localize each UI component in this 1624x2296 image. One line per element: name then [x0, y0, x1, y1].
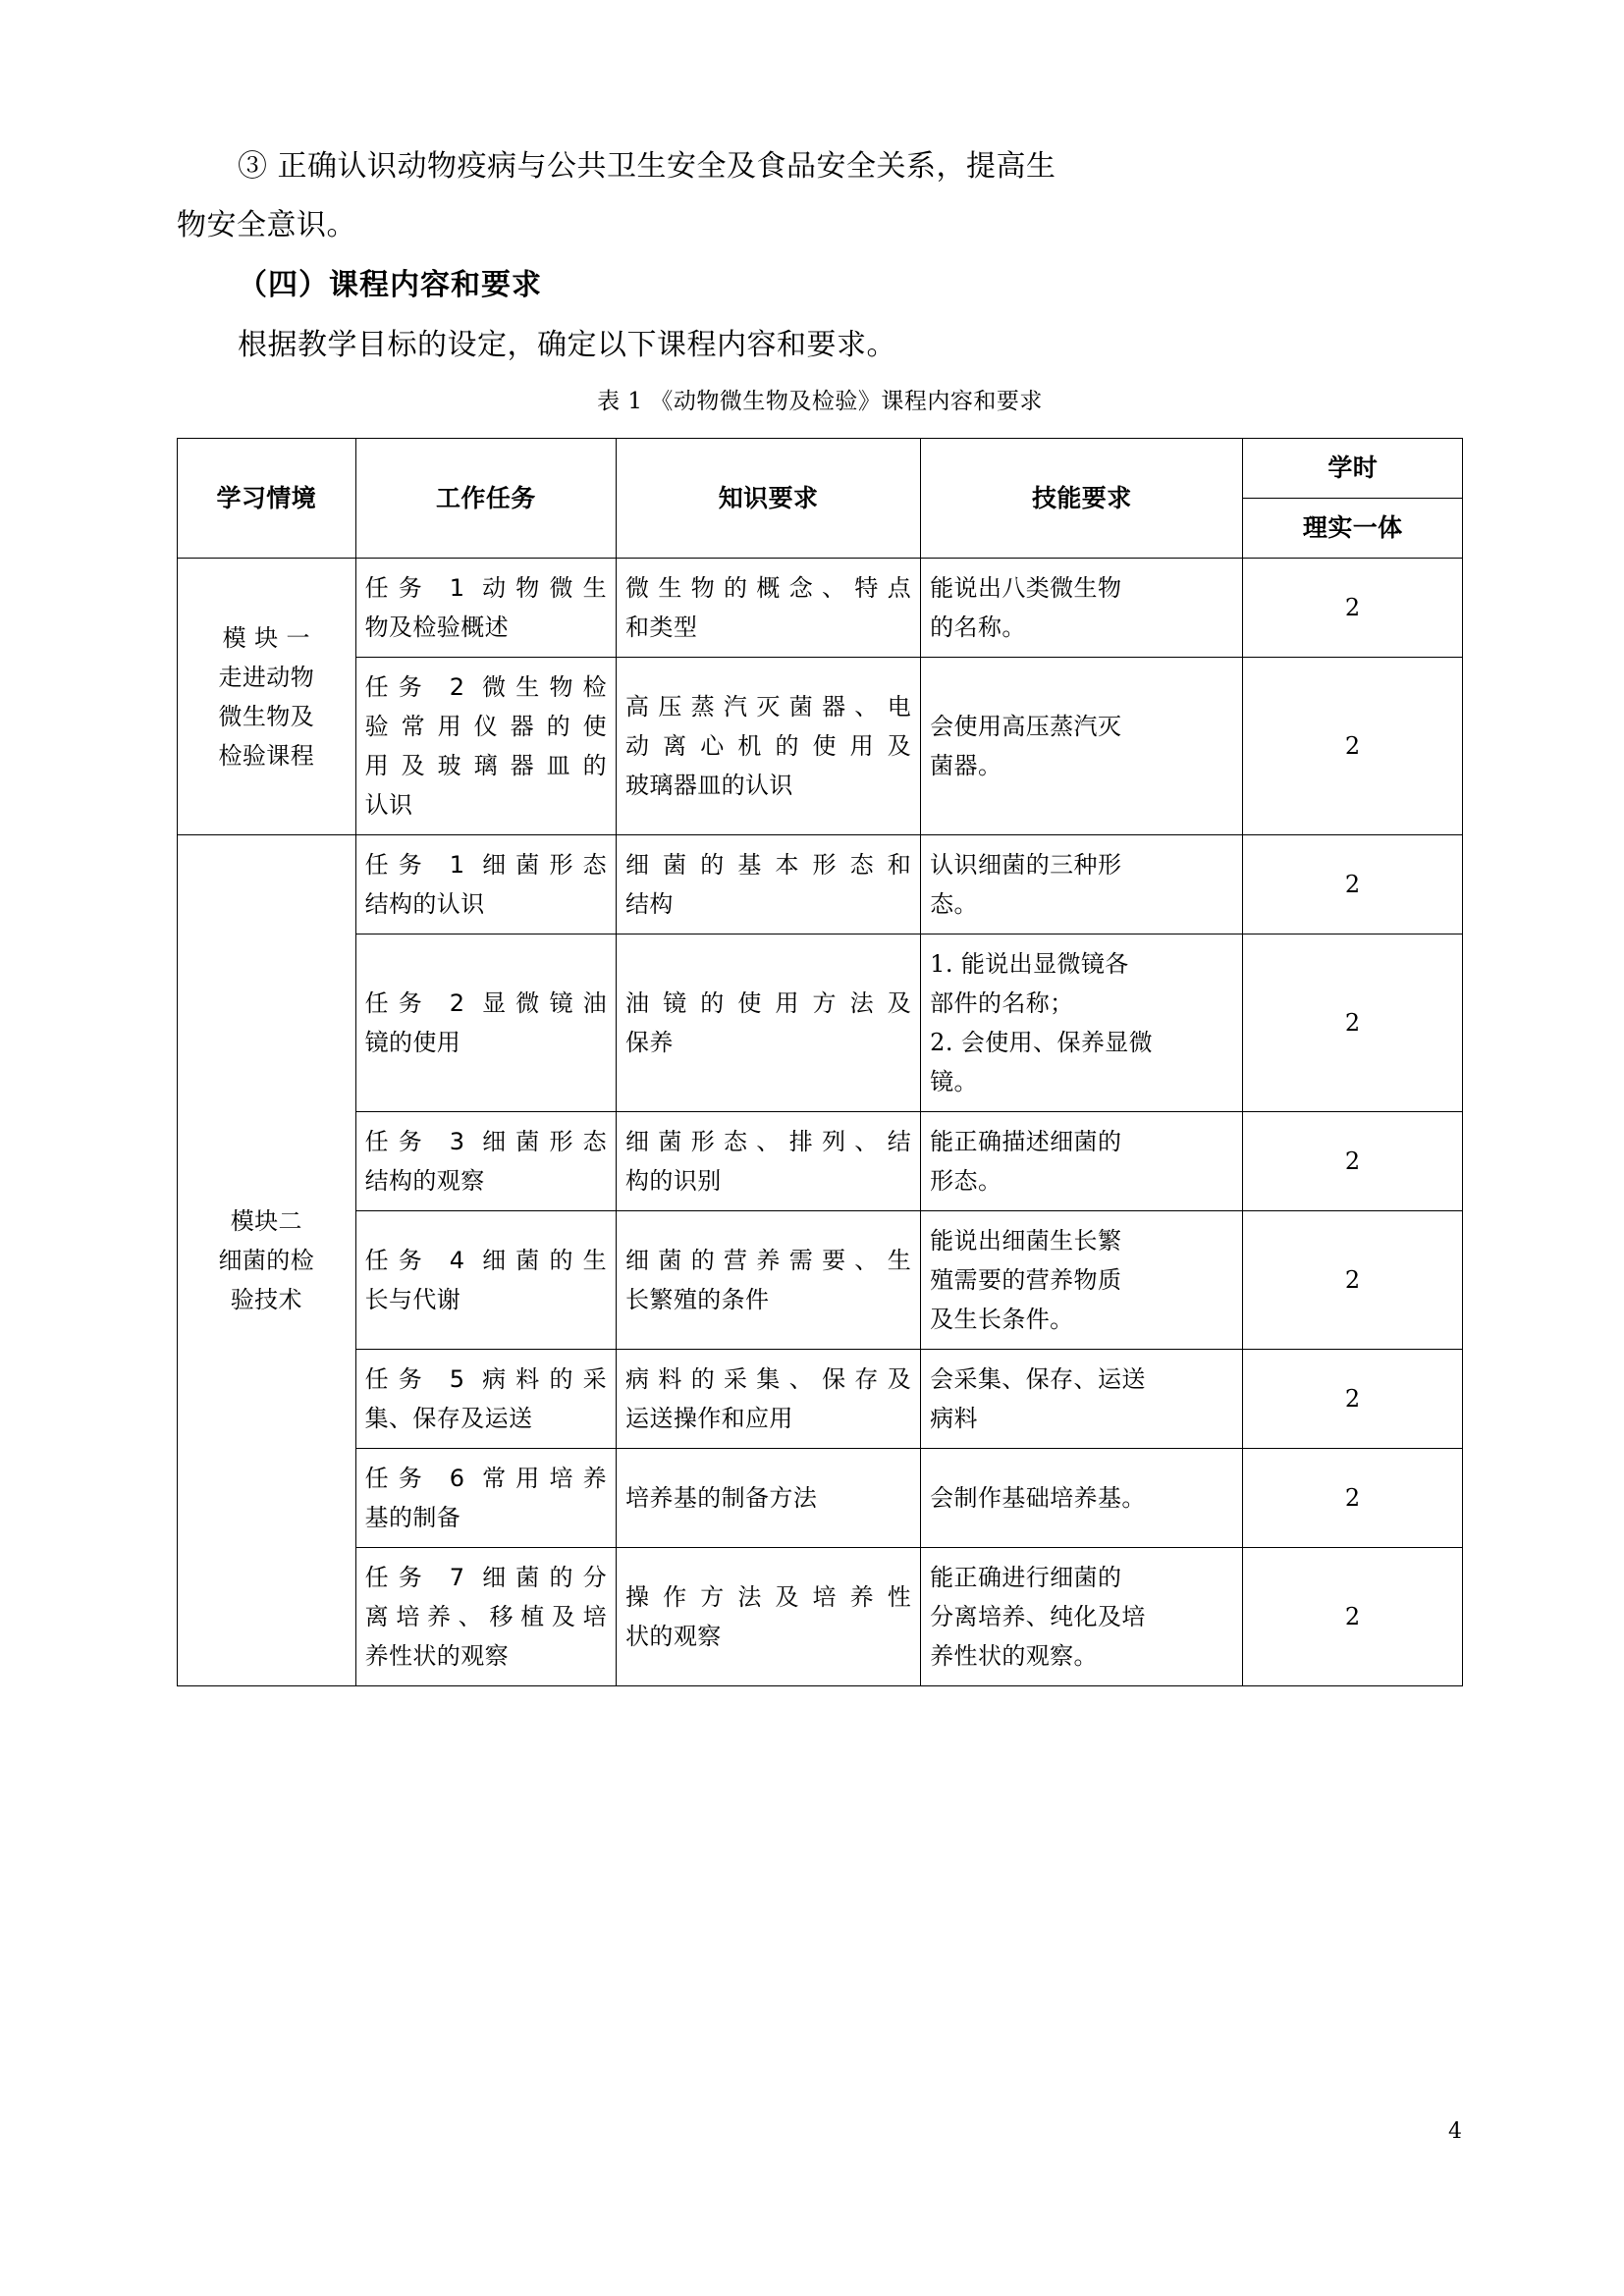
hours-cell: 2	[1243, 835, 1463, 934]
cell-line: 的名称。	[930, 614, 1026, 641]
module-label-line: 模块二	[230, 1207, 302, 1235]
cell-line: 形态。	[930, 1167, 1002, 1195]
table-header-row	[178, 439, 1463, 499]
header-skill: 技能要求	[921, 439, 1243, 559]
module-label-line: 微生物及	[218, 702, 315, 730]
cell-line: 会采集、保存、运送	[930, 1365, 1146, 1393]
cell-line: 油镜的使用方法及	[625, 989, 912, 1017]
cell-line: 运送操作和应用	[625, 1405, 793, 1432]
cell-line: 2. 会使用、保养显微	[930, 1029, 1154, 1056]
knowledge-cell	[617, 559, 921, 658]
cell-line: 结构的观察	[364, 1167, 485, 1195]
cell-line: 离培养、移植及培	[364, 1603, 608, 1630]
cell-line: 分离培养、纯化及培	[930, 1603, 1146, 1630]
knowledge-cell	[617, 1548, 921, 1686]
cell-line: 基的制备	[364, 1504, 461, 1531]
header-situation: 学习情境	[178, 439, 356, 559]
cell-line: 态。	[930, 890, 978, 918]
module-label-line: 走进动物	[218, 663, 315, 691]
cell-line: 殖需要的营养物质	[930, 1266, 1122, 1294]
table-row	[178, 559, 1463, 658]
skill-cell	[921, 1449, 1243, 1548]
skill-cell	[921, 1112, 1243, 1211]
cell-line: 结构的认识	[364, 890, 485, 918]
cell-line: 验常用仪器的使	[364, 713, 608, 740]
cell-line: 微生物的概念、特点	[625, 574, 912, 602]
table-row	[178, 934, 1463, 1112]
task-cell	[355, 835, 616, 934]
cell-line: 养性状的观察。	[930, 1642, 1098, 1670]
skill-cell	[921, 835, 1243, 934]
cell-line: 任务 5 病料的采	[364, 1365, 608, 1393]
module-label-line: 检验课程	[218, 741, 315, 770]
cell-line: 任务 4 细菌的生	[364, 1247, 608, 1274]
task-cell	[355, 1548, 616, 1686]
cell-line: 病料	[930, 1405, 978, 1432]
cell-line: 集、保存及运送	[364, 1405, 533, 1432]
cell-line: 结构	[625, 890, 674, 918]
table-caption: 表 1 《动物微生物及检验》课程内容和要求	[597, 389, 1043, 414]
cell-line: 病料的采集、保存及	[625, 1365, 912, 1393]
cell-line: 任务 6 常用培养	[364, 1465, 608, 1492]
cell-line: 和类型	[625, 614, 698, 641]
cell-line: 认识细菌的三种形	[930, 851, 1122, 879]
section-heading: （四）课程内容和要求	[238, 268, 542, 302]
cell-line: 能正确描述细菌的	[930, 1128, 1122, 1155]
cell-line: 长与代谢	[364, 1286, 461, 1313]
knowledge-cell	[617, 1112, 921, 1211]
hours-cell: 2	[1243, 658, 1463, 835]
task-cell	[355, 559, 616, 658]
table-row	[178, 1449, 1463, 1548]
module-label-cell	[178, 835, 356, 1686]
cell-line: 任务 3 细菌形态	[364, 1128, 608, 1155]
task-cell	[355, 934, 616, 1112]
cell-line: 动离心机的使用及	[625, 732, 912, 760]
task-cell	[355, 1449, 616, 1548]
cell-line: 任务 2 显微镜油	[364, 989, 608, 1017]
knowledge-cell	[617, 1211, 921, 1350]
cell-line: 用及玻璃器皿的	[364, 752, 608, 779]
cell-line: 玻璃器皿的认识	[625, 772, 793, 799]
table-body	[178, 559, 1463, 1686]
task-cell	[355, 1112, 616, 1211]
bullet-paragraph-line-2: 物安全意识。	[177, 208, 356, 242]
cell-line: 任务 1 动物微生	[364, 574, 608, 602]
skill-cell	[921, 1211, 1243, 1350]
course-content-table	[177, 438, 1463, 1686]
cell-line: 镜。	[930, 1068, 978, 1095]
cell-line: 状的观察	[625, 1623, 722, 1650]
cell-line: 培养基的制备方法	[625, 1484, 818, 1512]
task-cell	[355, 1350, 616, 1449]
cell-line: 能说出八类微生物	[930, 574, 1122, 602]
page-content	[177, 137, 1463, 1686]
cell-line: 能说出细菌生长繁	[930, 1227, 1122, 1255]
cell-line: 长繁殖的条件	[625, 1286, 770, 1313]
module-label-line: 验技术	[230, 1286, 302, 1313]
skill-cell	[921, 1548, 1243, 1686]
hours-cell: 2	[1243, 1548, 1463, 1686]
cell-line: 保养	[625, 1029, 674, 1056]
table-row	[178, 1350, 1463, 1449]
hours-cell: 2	[1243, 1449, 1463, 1548]
cell-line: 镜的使用	[364, 1029, 461, 1056]
knowledge-cell	[617, 658, 921, 835]
cell-line: 细菌的营养需要、生	[625, 1247, 912, 1274]
hours-cell: 2	[1243, 559, 1463, 658]
hours-cell: 2	[1243, 1211, 1463, 1350]
knowledge-cell	[617, 1449, 921, 1548]
cell-line: 认识	[364, 791, 413, 819]
table-header	[178, 439, 1463, 559]
header-hours-sub: 理实一体	[1243, 499, 1463, 559]
module-label-line: 模 块 一	[222, 623, 310, 652]
bullet-paragraph-line-1: ③ 正确认识动物疫病与公共卫生安全及食品安全关系，提高生	[238, 149, 1056, 184]
knowledge-cell	[617, 1350, 921, 1449]
knowledge-cell	[617, 835, 921, 934]
cell-line: 会制作基础培养基。	[930, 1484, 1146, 1512]
page-number: 4	[1448, 2119, 1462, 2144]
cell-line: 及生长条件。	[930, 1306, 1074, 1333]
table-row	[178, 835, 1463, 934]
cell-line: 高压蒸汽灭菌器、电	[625, 693, 912, 721]
cell-line: 操作方法及培养性	[625, 1583, 912, 1611]
skill-cell	[921, 934, 1243, 1112]
header-task: 工作任务	[355, 439, 616, 559]
cell-line: 能正确进行细菌的	[930, 1564, 1122, 1591]
cell-line: 1. 能说出显微镜各	[930, 950, 1129, 978]
course-table-wrapper	[177, 438, 1463, 1686]
task-cell	[355, 658, 616, 835]
hours-cell: 2	[1243, 1112, 1463, 1211]
cell-line: 物及检验概述	[364, 614, 510, 641]
cell-line: 任务 1 细菌形态	[364, 851, 608, 879]
skill-cell	[921, 1350, 1243, 1449]
task-cell	[355, 1211, 616, 1350]
table-row	[178, 1112, 1463, 1211]
cell-line: 细菌形态、排列、结	[625, 1128, 912, 1155]
cell-line: 养性状的观察	[364, 1642, 510, 1670]
skill-cell	[921, 658, 1243, 835]
hours-cell: 2	[1243, 934, 1463, 1112]
cell-line: 任务 2 微生物检	[364, 673, 608, 701]
cell-line: 构的识别	[625, 1167, 722, 1195]
cell-line: 任务 7 细菌的分	[364, 1564, 608, 1591]
knowledge-cell	[617, 934, 921, 1112]
cell-line: 细菌的基本形态和	[625, 851, 912, 879]
header-hours-group: 学时	[1243, 439, 1463, 499]
cell-line: 部件的名称；	[930, 989, 1074, 1017]
lead-paragraph: 根据教学目标的设定，确定以下课程内容和要求。	[238, 328, 896, 362]
table-row	[178, 1548, 1463, 1686]
skill-cell	[921, 559, 1243, 658]
header-knowledge: 知识要求	[617, 439, 921, 559]
module-label-line: 细菌的检	[218, 1247, 315, 1274]
cell-line: 会使用高压蒸汽灭	[930, 713, 1122, 740]
table-row	[178, 1211, 1463, 1350]
table-row	[178, 658, 1463, 835]
module-label-cell	[178, 559, 356, 835]
cell-line: 菌器。	[930, 752, 1002, 779]
hours-cell: 2	[1243, 1350, 1463, 1449]
